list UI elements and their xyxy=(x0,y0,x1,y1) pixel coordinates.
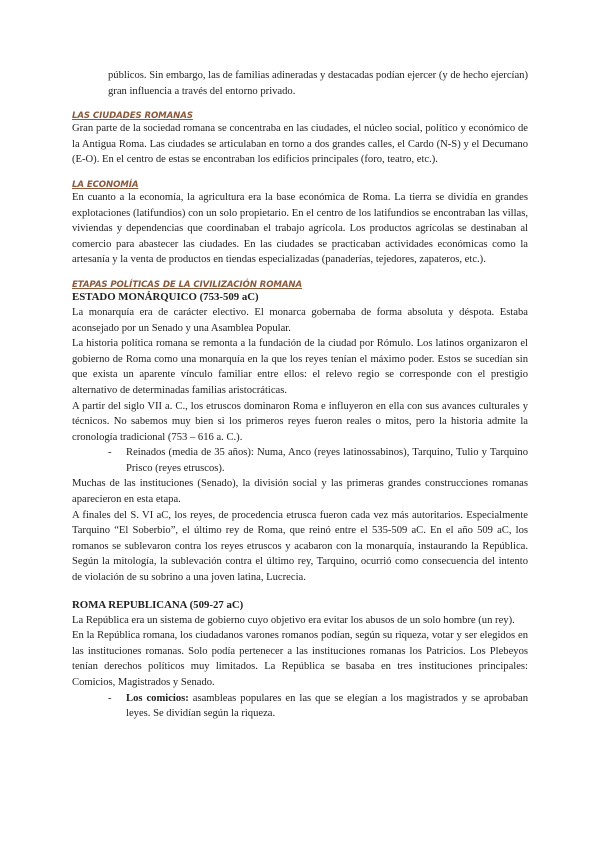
paragraph-ciudades: Gran parte de la sociedad romana se concentraba en las ciudades, el núcleo social, político y económico de la Antigua Roma. Las ciudades se articulaban en torno a dos grandes calles, el Cardo (N-S) y el Decumano (E-O). En el centro de estas se encontraban los edificios principales (foro, teatro, etc.). xyxy=(72,123,528,166)
paragraph-republicana-2: En la República romana, los ciudadanos varones romanos podían, según su riqueza, votar y ser elegidos en las instituciones romanas. Solo podía pertenecer a las instituciones romanas los Patricios. Los Plebeyos tenían derechos políticos muy limitados. La República se basaba en tres instituciones principales: Comicios, Magistrados y Senado. xyxy=(72,630,528,688)
paragraph-monarquico-3: A partir del siglo VII a. C., los etruscos dominaron Roma e influyeron en ella con sus avances culturales y técnicos. No sabemos muy bien si los primeros reyes fueron reales o mitos, pero la historia admite la cronología tradicional (753 – 616 a. C.). xyxy=(72,400,528,443)
page-content xyxy=(72,68,528,722)
comicios-text: asambleas populares en las que se elegían a los magistrados y se aprobaban leyes. Se dividían según la riqueza. xyxy=(126,692,528,720)
comicios-label: Los comicios: xyxy=(126,692,189,704)
heading-etapas: ETAPAS POLÍTICAS DE LA CIVILIZACIÓN ROMANA xyxy=(72,279,303,290)
heading-estado-monarquico: ESTADO MONÁRQUICO (753-509 aC) xyxy=(72,290,259,303)
paragraph-republicana-1: La República era un sistema de gobierno cuyo objetivo era evitar los abusos de un solo hombre (un rey). xyxy=(72,614,515,626)
instituciones-list xyxy=(72,691,528,722)
intro-continuation: públicos. Sin embargo, las de familias adineradas y destacadas podían ejercer (y de hecho ejercían) gran influencia a través del entorno privado. xyxy=(108,70,528,97)
reinados-list xyxy=(72,445,528,476)
paragraph-monarquico-2: La historia política romana se remonta a la fundación de la ciudad por Rómulo. Los latinos organizaron el gobierno de Roma como una monarquía en la que los reyes tenían el máximo poder. Estos se sucedían sin que exista un aparente vínculo familiar entre ellos: el relevo regio se corresponde con el prestigio alternativo de determinadas familias aristocráticas. xyxy=(72,338,528,396)
list-item xyxy=(108,691,528,722)
heading-economia: LA ECONOMÍA xyxy=(72,179,139,190)
paragraph-monarquico-5: A finales del S. VI aC, los reyes, de procedencia etrusca fueron cada vez más autoritarios. Especialmente Tarquino “El Soberbio”, el último rey de Roma, que reinó entre el 535-509 aC. En el año 509 aC, los romanos se sublevaron contra los reyes etruscos y acabaron con la monarquía, instaurando la República. Según la mitología, la sublevación contra el último rey, Tarquino, ocurrió como consecuencia del intento de violación de su sobrino a una joven latina, Lucrecia. xyxy=(72,509,528,584)
heading-roma-republicana: ROMA REPUBLICANA (509-27 aC) xyxy=(72,598,244,611)
paragraph-economia: En cuanto a la economía, la agricultura era la base económica de Roma. La tierra se dividía en grandes explotaciones (latifundios) con un solo propietario. En el centro de los latifundios se encontraban las villas, viviendas y dependencias que coordinaban el trabajo agrícola. Los productos agrícolas se destinaban al comercio para abastecer las ciudades. En las ciudades se practicaban actividades económicas como la artesanía y la venta de productos en tiendas especializadas (panaderías, tejedores, zapateros, etc.). xyxy=(72,191,528,266)
paragraph-monarquico-4: Muchas de las instituciones (Senado), la división social y las primeras grandes construcciones romanas aparecieron en esta etapa. xyxy=(72,478,528,506)
list-item: - Reinados (media de 35 años): Numa, Anco (reyes latinossabinos), Tarquino, Tulio y Tarquino Prisco (reyes etruscos). xyxy=(108,445,528,476)
paragraph-monarquico-1: La monarquía era de carácter electivo. El monarca gobernaba de forma absoluta y déspota. Estaba aconsejado por un Senado y una Asamblea Popular. xyxy=(72,306,528,334)
heading-ciudades: LAS CIUDADES ROMANAS xyxy=(72,111,193,122)
